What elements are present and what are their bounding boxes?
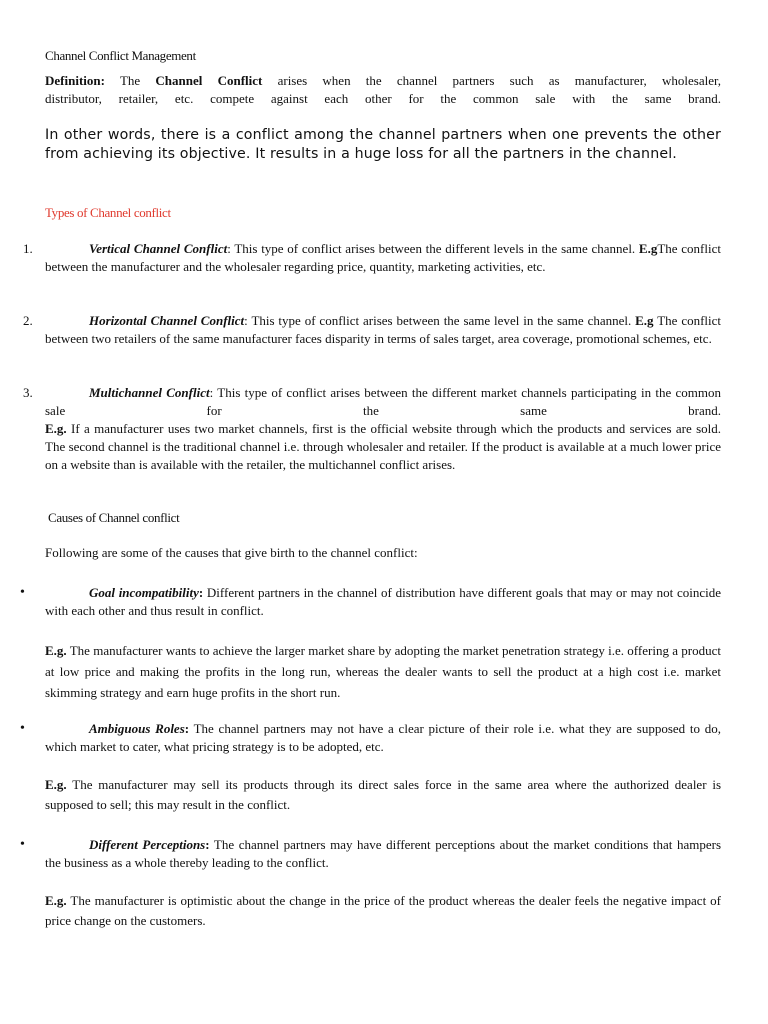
cause-example [45,775,721,815]
cause-colon: : [205,837,210,852]
cause-desc: The channel partners may not have a clear picture of their role i.e. what they are supposed to do, which market to cater, what pricing strategy is to be adopted, etc. [45,721,721,754]
type-eg-label: E.g [638,241,658,256]
cause-desc: Different partners in the channel of distribution have different goals that may or may not coincide with each other and thus result in conflict. [45,585,721,618]
type-term: Horizontal Channel Conflict [89,313,245,328]
type-item-horizontal [45,312,721,348]
bullet-icon: • [20,585,25,600]
cause-eg-label: E.g. [45,643,67,658]
type-item-vertical [45,240,721,276]
type-desc-line [45,384,721,420]
definition-label: Definition: [45,73,105,88]
cause-eg-text: The manufacturer wants to achieve the larger market share by adopting the market penetration strategy i.e. offering a product at low price and making the profits in the long run, whereas the dealer wants to sell the product at a high cost i.e. market skimming strategy and earn huge profits in the short run. [45,643,721,700]
type-number: 2. [23,313,33,328]
cause-example [45,891,721,931]
cause-eg-label: E.g. [45,777,67,792]
bullet-icon: • [20,721,25,736]
cause-colon: : [198,585,204,600]
cause-eg-label: E.g. [45,893,67,908]
cause-item-ambiguous [45,720,721,756]
cause-eg-text: The manufacturer is optimistic about the change in the price of the product whereas the dealer feels the negative impact of price change on the customers. [45,893,721,928]
definition-line-2: distributor, retailer, etc. compete against each other for the common sale with the same brand. [45,91,721,106]
type-eg-text: If a manufacturer uses two market channels, first is the official website through which the products and services are sold. The second channel is the traditional channel i.e. through wholesaler and retailer. If the product is available at a much lower price on a website than is available with the retailer, the multichannel conflict arises. [45,421,721,472]
type-desc: This type of conflict arises between the same level in the same channel. [251,313,632,328]
type-eg-label: E.g [635,313,654,328]
type-eg-text: The conflict between two retailers of the same manufacturer faces disparity in terms of sales target, area coverage, promotional schemes, etc. [45,313,722,346]
type-eg-text: The conflict between the manufacturer and the wholesaler regarding price, quantity, marketing activities, etc. [45,241,721,274]
cause-example [45,640,721,703]
definition-lead: The [119,73,141,88]
bullet-icon: • [20,837,25,852]
definition-term: Channel Conflict [155,73,263,88]
cause-item-goal [45,584,721,620]
cause-eg-text: The manufacturer may sell its products through its direct sales force in the same area where the authorized dealer is supposed to sell; this may result in the conflict. [45,777,722,812]
doc-title: Channel Conflict Management [45,48,196,63]
type-colon: : [209,385,214,400]
types-heading: Types of Channel conflict [45,205,171,220]
type-eg-line [45,420,721,474]
cause-desc: The channel partners may have different perceptions about the market conditions that hampers the business as a whole thereby leading to the conflict. [45,837,722,870]
type-item-multichannel [45,384,721,474]
causes-intro: Following are some of the causes that give birth to the channel conflict: [45,545,418,560]
type-number: 1. [23,241,33,256]
type-colon: : [227,241,231,256]
other-words-paragraph: In other words, there is a conflict among the channel partners when one prevents the other from achieving its objective. It results in a huge loss for all the partners in the channel. [45,127,721,162]
causes-heading: Causes of Channel conflict [48,510,180,525]
type-eg-label: E.g. [45,421,67,436]
definition-line-1 [45,72,721,90]
cause-term: Different Perceptions [89,837,206,852]
definition-paragraph [45,72,721,108]
cause-colon: : [184,721,190,736]
type-number: 3. [23,385,33,400]
type-term: Multichannel Conflict [89,385,210,400]
cause-item-perceptions [45,836,721,872]
definition-line1-rest: arises when the channel partners such as manufacturer, wholesaler, [277,73,722,88]
type-desc: This type of conflict arises between the different market channels participating in the common sale for the same brand. [45,385,722,418]
cause-term: Goal incompatibility [89,585,199,600]
type-term: Vertical Channel Conflict [89,241,228,256]
cause-term: Ambiguous Roles [89,721,185,736]
type-colon: : [244,313,248,328]
type-desc: This type of conflict arises between the different levels in the same channel. [234,241,636,256]
